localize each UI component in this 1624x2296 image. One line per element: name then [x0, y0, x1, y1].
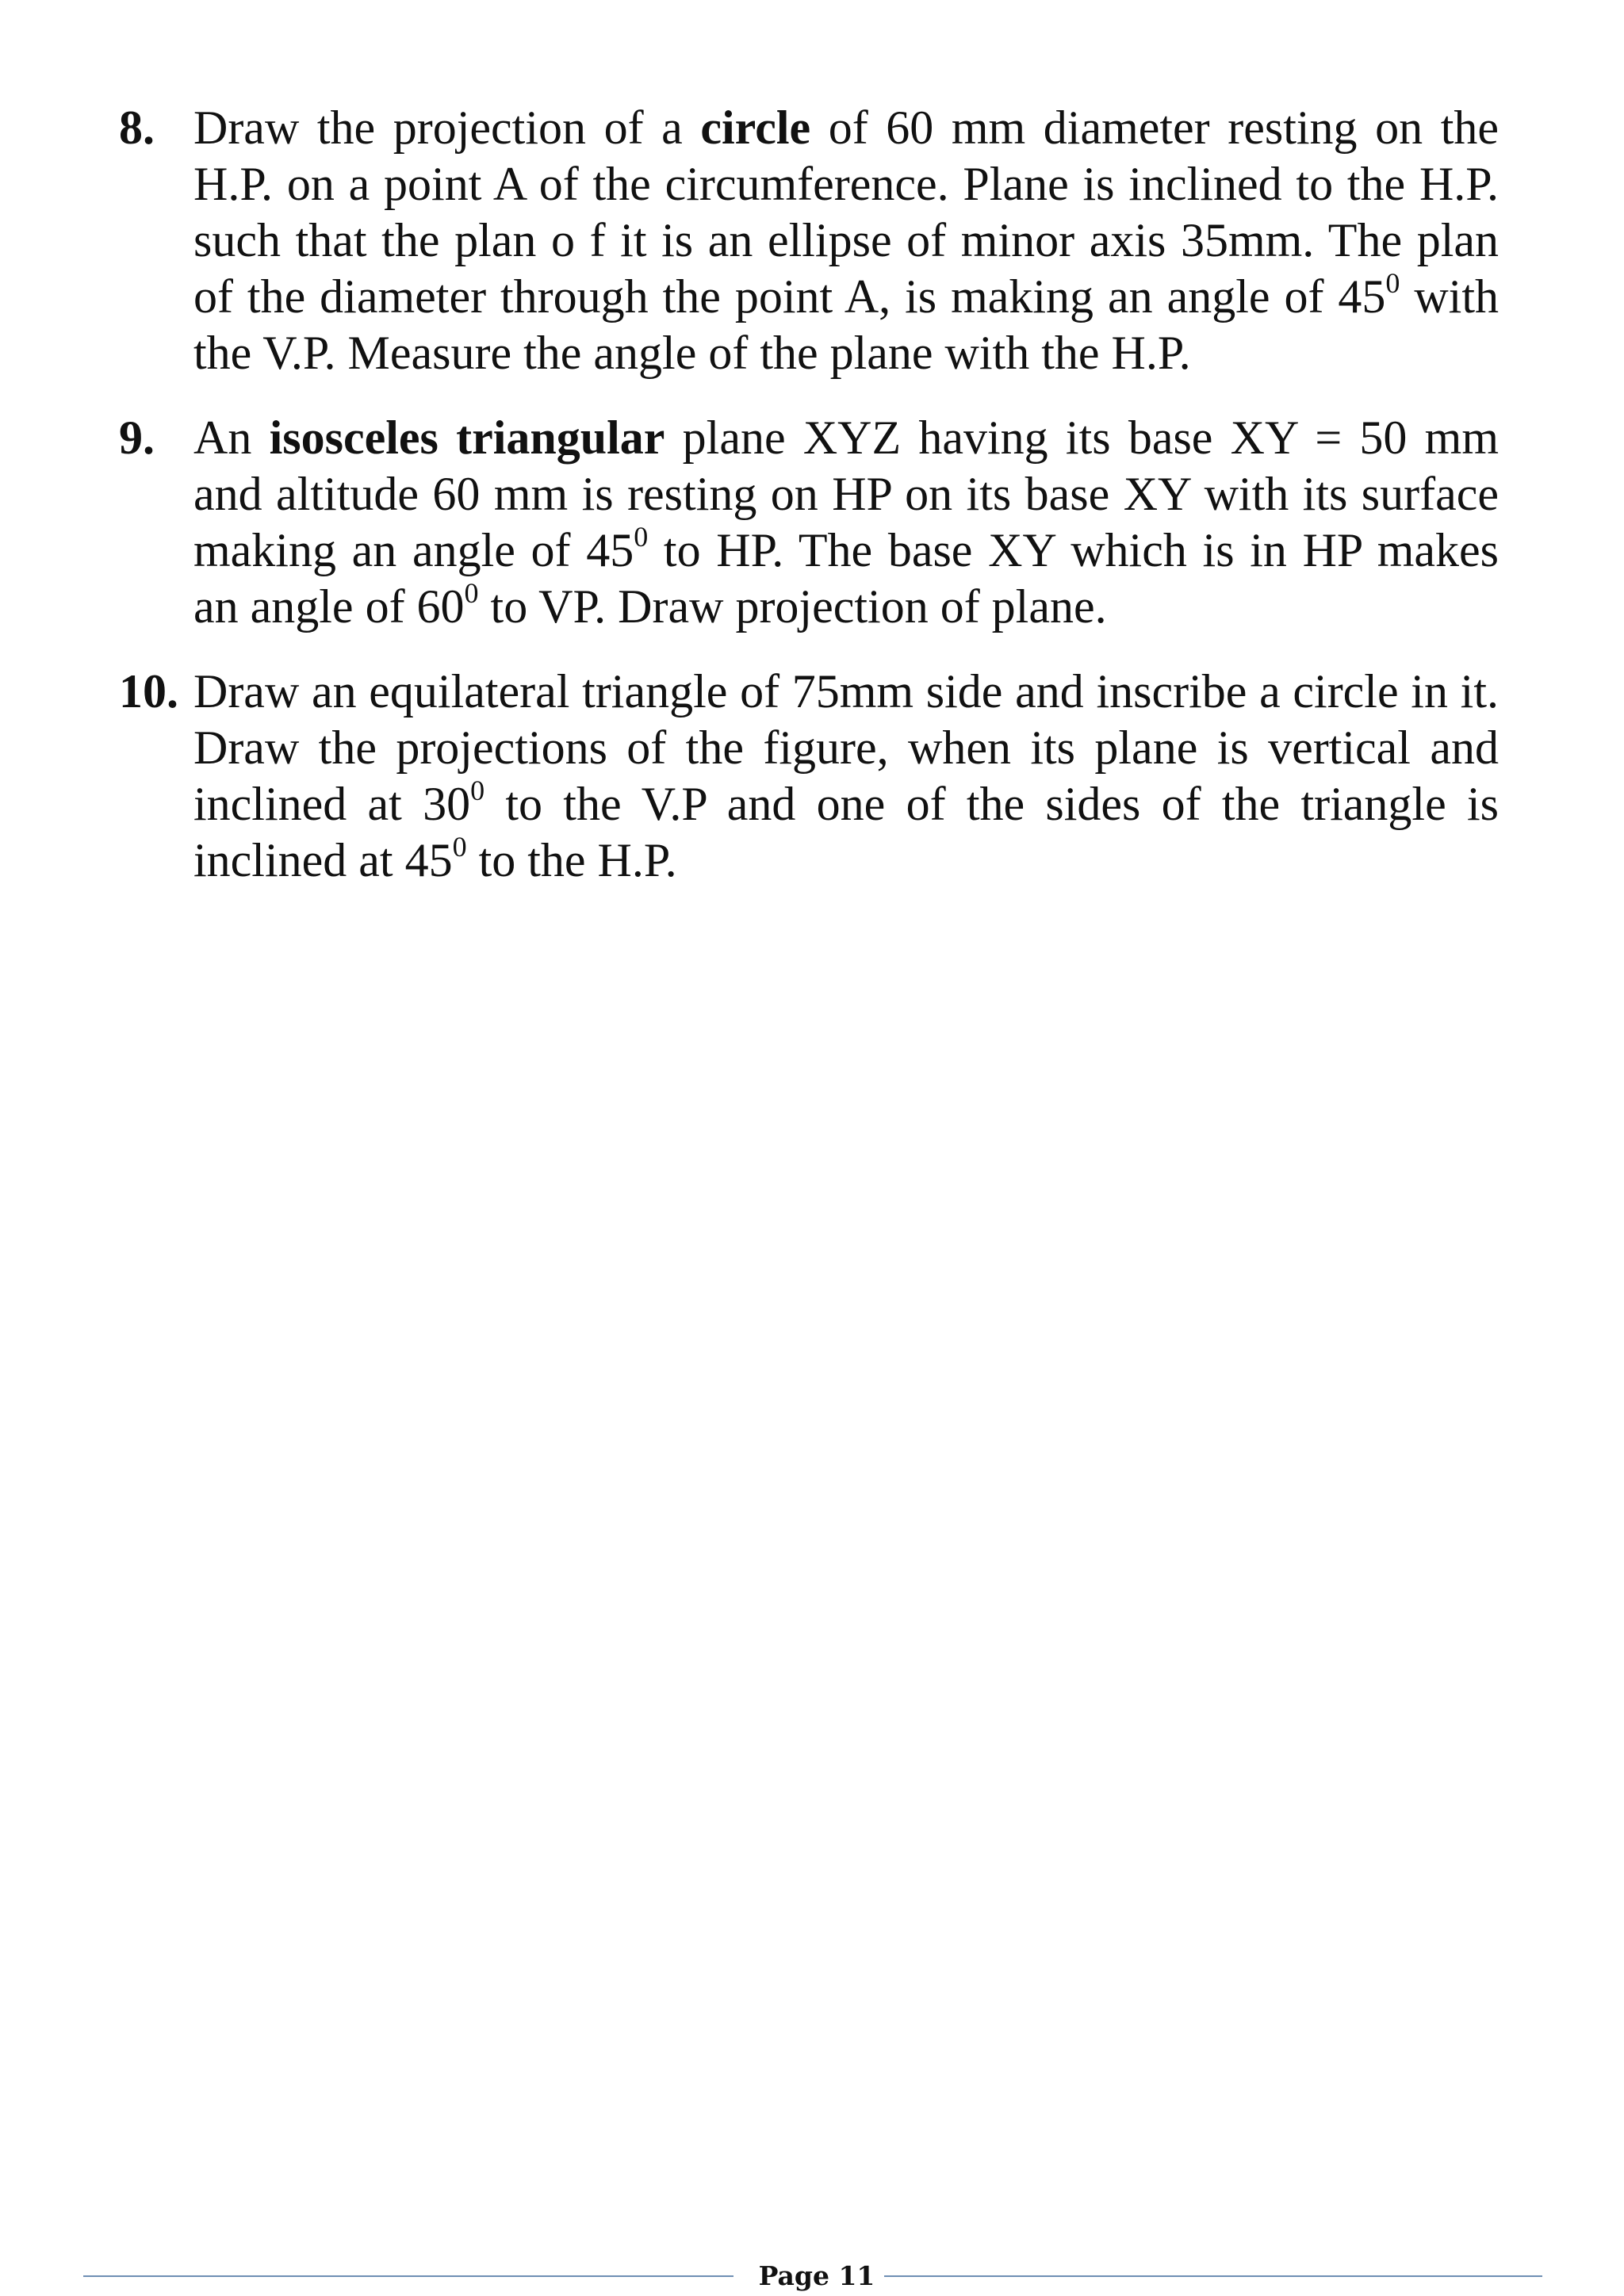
degree-superscript: 0 [1385, 267, 1400, 299]
footer-rule-left [83, 2275, 733, 2277]
question-text-part: to VP. Draw projection of plane. [478, 580, 1107, 633]
question-text-part: to HP. The base XY which is in HP makes an angle of 60 [193, 524, 1499, 633]
question-number: 10. [119, 665, 178, 718]
question-text-part: plane XYZ having its base XY = 50 mm and altitude 60 mm is resting on HP on its base XY with its surface making an angle of 45 [193, 411, 1499, 576]
question-text [193, 410, 1499, 635]
question-9 [119, 410, 1499, 635]
question-keyword: circle [700, 101, 811, 154]
question-text [193, 664, 1499, 889]
question-text-part: to the V.P and one of the sides of the triangle is inclined at 45 [193, 778, 1499, 886]
page-footer [83, 2260, 1542, 2291]
page-number: Page 11 [758, 2260, 875, 2291]
question-text-start: An [193, 411, 270, 464]
question-number: 8. [119, 101, 155, 154]
question-10 [119, 664, 1499, 889]
question-number: 9. [119, 411, 155, 464]
question-text-part: of 60 mm diameter resting on the H.P. on a point A of the circumference. Plane is inclined to the H.P. such that the plan o f it is an ellipse of minor axis 35mm. The plan of the diameter through the point A, is making an angle of 45 [193, 101, 1499, 323]
question-keyword: isosceles triangular [269, 411, 665, 464]
degree-superscript: 0 [464, 577, 479, 609]
question-text-part: with the V.P. Measure the angle of the plane with the H.P. [193, 270, 1499, 379]
question-text-start: Draw the projection of a [193, 101, 701, 154]
question-8 [119, 100, 1499, 381]
question-text-part: to the H.P. [466, 834, 677, 886]
degree-superscript: 0 [634, 521, 649, 553]
question-text-part: Draw an equilateral triangle of 75mm side and inscribe a circle in it. Draw the projections of the figure, when its plane is vertical and inclined at 30 [193, 665, 1499, 830]
question-text [193, 100, 1499, 381]
footer-rule-right [884, 2275, 1542, 2277]
degree-superscript: 0 [470, 775, 485, 806]
degree-superscript: 0 [452, 831, 467, 863]
